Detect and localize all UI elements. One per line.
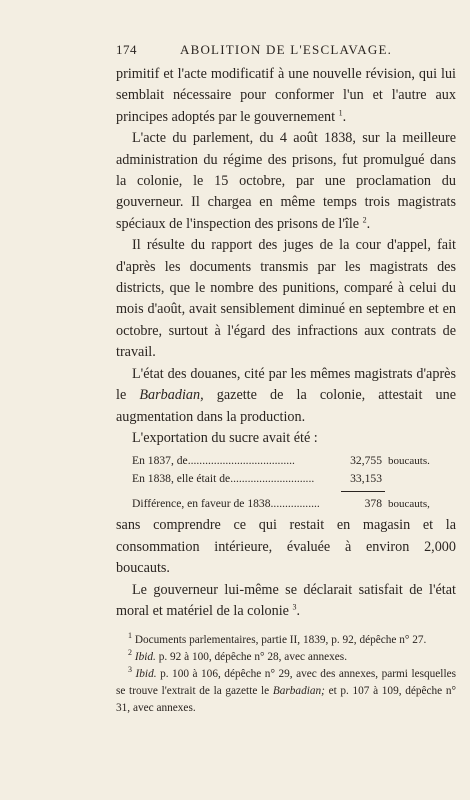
footnote-mark: 1	[128, 631, 132, 641]
footnote	[116, 632, 456, 649]
row-unit: boucauts.	[388, 455, 430, 468]
footnote-text: p. 100 à 106, dépêche n° 29, avec des annexes, parmi lesquelles se trouve l'extrait de la gazette le	[116, 668, 456, 698]
footnote-ref-1: 1	[338, 108, 343, 118]
gazette-name: Barbadian,	[139, 387, 204, 404]
paragraph-2-text: L'acte du parlement, du 4 août 1838, sur la meilleure administration du régime des prisons, fut promulgué dans la colonie, le 15 octobre, par une proclamation du gouverneur. Il chargea en même temps trois magistrats spéciaux de l'inspection des prisons de l'île	[116, 130, 456, 232]
paragraph-7-text: Le gouverneur lui-même se déclarait satisfait de l'état moral et matériel de la colonie	[116, 581, 456, 619]
footnote-ref-2: 2	[362, 215, 367, 225]
row-label: Différence, en faveur de 1838.................	[132, 497, 320, 511]
page-number: 174	[116, 42, 137, 57]
paragraph-1-text: primitif et l'acte modificatif à une nouvelle révision, qui lui semblait nécessaire pour conformer l'un et l'autre aux principes adoptés par le gouvernement	[116, 66, 456, 125]
paragraph-3: Il résulte du rapport des juges de la cour d'appel, fait d'après les documents transmis par les magistrats des districts, que le nombre des punitions, comparé à celui du mois d'août, avait sensiblement diminué en septembre et en octobre, surtout à l'égard des infractions aux contrats de travail.	[116, 237, 456, 361]
paragraph-4-text: L'état des douanes, cité par les mêmes magistrats d'après le	[116, 365, 456, 404]
row-value: 32,755	[350, 454, 382, 468]
footnote-text-2: et p. 107 à 109, dépêche n° 31, avec annexes.	[116, 685, 457, 715]
row-label: En 1838, elle était de.............................	[132, 472, 315, 486]
footnote-ibid: Ibid.	[134, 651, 156, 664]
paragraph-7: Le gouverneur lui-même se déclarait satisfait de l'état moral et matériel de la colonie $^3$.	[116, 581, 456, 619]
running-header	[116, 42, 456, 58]
footnote-text: p. 92 à 100, dépêche n° 28, avec annexes.	[158, 651, 348, 664]
sum-rule	[341, 491, 385, 492]
footnotes	[116, 632, 456, 717]
footnote	[116, 649, 456, 666]
row-value: 378	[364, 497, 382, 511]
sugar-export-table	[116, 452, 456, 513]
running-title: ABOLITION DE L'ESCLAVAGE.	[180, 42, 393, 57]
footnote-mark: 3	[128, 665, 132, 675]
footnote-text: Documents parlementaires, partie II, 1839, p. 92, dépêche n° 27.	[134, 634, 427, 647]
paragraph-2: L'acte du parlement, du 4 août 1838, sur la meilleure administration du régime des prisons, fut promulgué dans la colonie, le 15 octobre, par une proclamation du gouverneur. Il chargea en même temps trois magistrats spéciaux de l'inspection des prisons de l'île $^2$.	[116, 130, 456, 232]
row-label: En 1837, de.....................................	[132, 454, 295, 468]
table-row-difference	[116, 495, 456, 513]
footnote-gazette: Barbadian;	[272, 685, 325, 698]
paragraph-4-rest: gazette de la colonie, attestait une augmentation dans la production.	[116, 387, 457, 425]
table-row	[116, 452, 456, 470]
footnote	[116, 666, 456, 717]
row-value: 33,153	[350, 472, 382, 486]
footnote-mark: 2	[128, 648, 132, 658]
footnote-ibid: Ibid.	[135, 668, 157, 681]
paragraph-4	[116, 364, 456, 428]
table-row	[116, 470, 456, 487]
row-unit: boucauts,	[388, 498, 430, 511]
paragraph-6: sans comprendre ce qui restait en magasin et la consommation intérieure, évaluée à environ 2,000 boucauts.	[116, 517, 456, 577]
paragraph-5: L'exportation du sucre avait été :	[132, 429, 318, 446]
paragraph-1: primitif et l'acte modificatif à une nouvelle révision, qui lui semblait nécessaire pour conformer l'un et l'autre aux principes adoptés par le gouvernement $^1$.	[116, 66, 456, 125]
footnote-ref-3: 3	[292, 602, 297, 612]
